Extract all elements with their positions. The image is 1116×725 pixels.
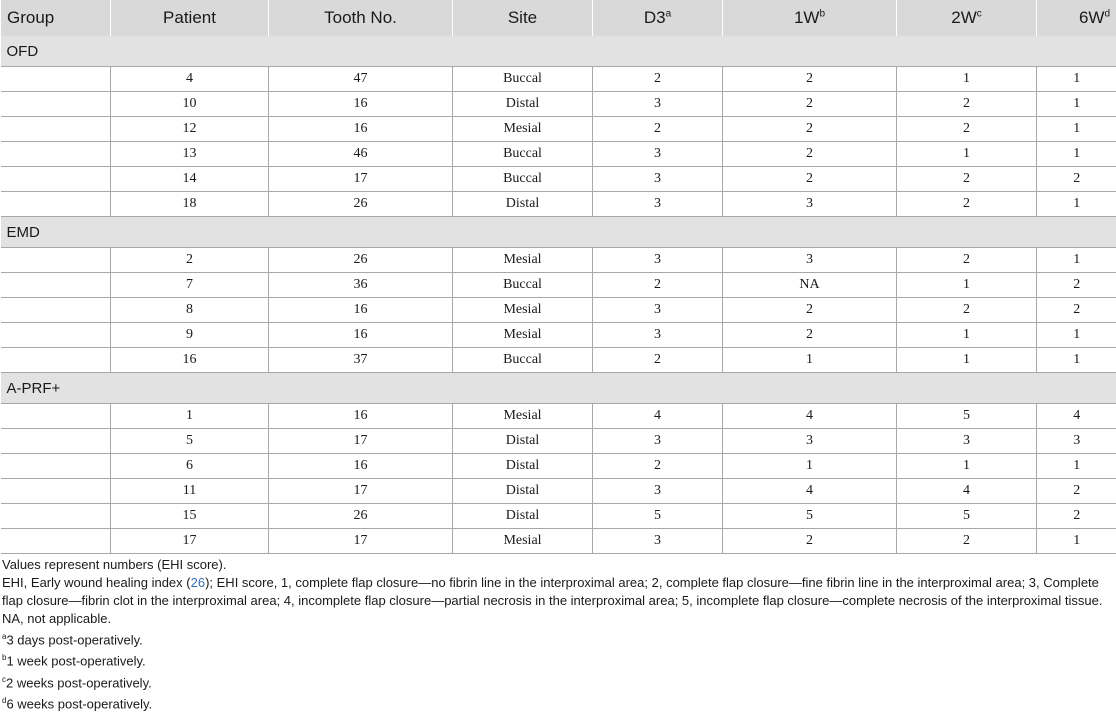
site-cell: Buccal	[453, 67, 593, 92]
1w-cell: 2	[723, 92, 897, 117]
patient-cell: 2	[111, 248, 269, 273]
patient-cell: 15	[111, 504, 269, 529]
tooth-no-cell: 46	[269, 142, 453, 167]
site-cell: Buccal	[453, 167, 593, 192]
2w-cell: 1	[897, 454, 1037, 479]
tooth-no-cell: 37	[269, 348, 453, 373]
6w-cell: 1	[1037, 117, 1116, 142]
2w-cell: 2	[897, 529, 1037, 554]
tooth-no-cell: 17	[269, 167, 453, 192]
group-row	[1, 217, 1116, 248]
6w-cell: 1	[1037, 192, 1116, 217]
tooth-no-cell: 17	[269, 479, 453, 504]
group-cell	[1, 167, 111, 192]
patient-cell: 16	[111, 348, 269, 373]
d3-cell: 2	[593, 273, 723, 298]
group-cell	[1, 323, 111, 348]
header-2w: $2W^c$	[897, 0, 1037, 36]
1w-cell: 2	[723, 298, 897, 323]
header-1w: $1W^b$	[723, 0, 897, 36]
site-cell: Distal	[453, 504, 593, 529]
ehi-definition-note: EHI, Early wound healing index (26); EHI score, 1, complete flap closure—no fibrin line in the interproximal area; 2, complete flap closure—fine fibrin line in the interproximal area; 3, Complete flap closure—fibrin clot in the interproximal area; 4, incomplete flap closure—partial necrosis in the interproximal area; 5, incomplete flap closure—complete necrosis of the interproximal tissue. NA, not applicable.	[2, 575, 1103, 626]
d3-cell: 4	[593, 404, 723, 429]
d3-cell: 5	[593, 504, 723, 529]
site-cell: Distal	[453, 92, 593, 117]
2w-cell: 1	[897, 67, 1037, 92]
patient-cell: 12	[111, 117, 269, 142]
site-cell: Mesial	[453, 404, 593, 429]
1w-cell: NA	[723, 273, 897, 298]
d3-cell: 3	[593, 192, 723, 217]
header-6w: $6W^d$	[1037, 0, 1116, 36]
patient-cell: 9	[111, 323, 269, 348]
d3-cell: 3	[593, 323, 723, 348]
tooth-no-cell: 16	[269, 323, 453, 348]
6w-cell: 4	[1037, 404, 1116, 429]
6w-cell: 2	[1037, 504, 1116, 529]
6w-cell: 2	[1037, 479, 1116, 504]
group-cell	[1, 504, 111, 529]
site-cell: Mesial	[453, 117, 593, 142]
group-cell	[1, 404, 111, 429]
2w-cell: 4	[897, 479, 1037, 504]
group-cell	[1, 429, 111, 454]
footnote-a: $^a$3 days post-operatively.	[2, 632, 143, 648]
1w-cell: 2	[723, 142, 897, 167]
2w-cell: 5	[897, 504, 1037, 529]
group-cell	[1, 192, 111, 217]
1w-cell: 4	[723, 479, 897, 504]
site-cell: Buccal	[453, 348, 593, 373]
footnote-c: $^c$2 weeks post-operatively.	[2, 674, 152, 690]
1w-cell: 3	[723, 429, 897, 454]
2w-cell: 2	[897, 92, 1037, 117]
patient-cell: 13	[111, 142, 269, 167]
tooth-no-cell: 16	[269, 298, 453, 323]
patient-cell: 17	[111, 529, 269, 554]
table-row	[1, 142, 1116, 167]
group-label: OFD	[1, 36, 1116, 67]
patient-cell: 10	[111, 92, 269, 117]
site-cell: Mesial	[453, 248, 593, 273]
tooth-no-cell: 26	[269, 192, 453, 217]
table-row	[1, 323, 1116, 348]
header-d3: D3$^a$	[593, 0, 723, 36]
d3-cell: 2	[593, 348, 723, 373]
table-row	[1, 348, 1116, 373]
patient-cell: 11	[111, 479, 269, 504]
1w-cell: 2	[723, 67, 897, 92]
site-cell: Distal	[453, 192, 593, 217]
table-row	[1, 192, 1116, 217]
1w-cell: 1	[723, 348, 897, 373]
reference-link[interactable]: 26	[190, 575, 206, 590]
tooth-no-cell: 17	[269, 429, 453, 454]
d3-cell: 2	[593, 67, 723, 92]
table-row	[1, 117, 1116, 142]
6w-cell: 1	[1037, 248, 1116, 273]
1w-cell: 3	[723, 192, 897, 217]
6w-cell: 1	[1037, 142, 1116, 167]
6w-cell: 1	[1037, 67, 1116, 92]
tooth-no-cell: 17	[269, 529, 453, 554]
2w-cell: 1	[897, 348, 1037, 373]
tooth-no-cell: 26	[269, 248, 453, 273]
group-cell	[1, 273, 111, 298]
tooth-no-cell: 36	[269, 273, 453, 298]
header-tooth-no: Tooth No.	[269, 0, 453, 36]
tooth-no-cell: 16	[269, 404, 453, 429]
group-row	[1, 36, 1116, 67]
table-row	[1, 479, 1116, 504]
d3-cell: 3	[593, 429, 723, 454]
group-label: EMD	[1, 217, 1116, 248]
2w-cell: 2	[897, 117, 1037, 142]
site-cell: Mesial	[453, 323, 593, 348]
patient-cell: 7	[111, 273, 269, 298]
6w-cell: 3	[1037, 429, 1116, 454]
group-row	[1, 373, 1116, 404]
header-patient: Patient	[111, 0, 269, 36]
values-note: Values represent numbers (EHI score).	[2, 557, 227, 572]
2w-cell: 2	[897, 167, 1037, 192]
table-row	[1, 273, 1116, 298]
1w-cell: 2	[723, 117, 897, 142]
site-cell: Buccal	[453, 142, 593, 167]
table-row	[1, 404, 1116, 429]
tooth-no-cell: 26	[269, 504, 453, 529]
6w-cell: 2	[1037, 167, 1116, 192]
group-label: A-PRF+	[1, 373, 1116, 404]
2w-cell: 2	[897, 248, 1037, 273]
d3-cell: 3	[593, 142, 723, 167]
tooth-no-cell: 47	[269, 67, 453, 92]
table-notes	[0, 554, 1116, 713]
2w-cell: 5	[897, 404, 1037, 429]
patient-cell: 18	[111, 192, 269, 217]
d3-cell: 3	[593, 298, 723, 323]
site-cell: Mesial	[453, 298, 593, 323]
header-site: Site	[453, 0, 593, 36]
group-cell	[1, 479, 111, 504]
d3-cell: 3	[593, 248, 723, 273]
group-cell	[1, 142, 111, 167]
6w-cell: 2	[1037, 273, 1116, 298]
group-cell	[1, 117, 111, 142]
6w-cell: 1	[1037, 323, 1116, 348]
patient-cell: 6	[111, 454, 269, 479]
1w-cell: 1	[723, 454, 897, 479]
table-header	[1, 0, 1116, 36]
d3-cell: 3	[593, 92, 723, 117]
1w-cell: 2	[723, 323, 897, 348]
table-body	[1, 36, 1116, 554]
site-cell: Distal	[453, 429, 593, 454]
group-cell	[1, 454, 111, 479]
1w-cell: 2	[723, 529, 897, 554]
footnote-d: $^d$6 weeks post-operatively.	[2, 695, 153, 712]
patient-cell: 8	[111, 298, 269, 323]
1w-cell: 4	[723, 404, 897, 429]
d3-cell: 2	[593, 117, 723, 142]
1w-cell: 2	[723, 167, 897, 192]
6w-cell: 1	[1037, 529, 1116, 554]
group-cell	[1, 67, 111, 92]
1w-cell: 3	[723, 248, 897, 273]
group-cell	[1, 529, 111, 554]
d3-cell: 3	[593, 529, 723, 554]
patient-cell: 5	[111, 429, 269, 454]
tooth-no-cell: 16	[269, 454, 453, 479]
patient-cell: 1	[111, 404, 269, 429]
6w-cell: 2	[1037, 298, 1116, 323]
d3-cell: 2	[593, 454, 723, 479]
footnote-b: $^b$1 week post-operatively.	[2, 653, 146, 669]
2w-cell: 3	[897, 429, 1037, 454]
table-row	[1, 504, 1116, 529]
group-cell	[1, 92, 111, 117]
2w-cell: 1	[897, 323, 1037, 348]
d3-cell: 3	[593, 479, 723, 504]
d3-cell: 3	[593, 167, 723, 192]
site-cell: Distal	[453, 454, 593, 479]
site-cell: Distal	[453, 479, 593, 504]
table-row	[1, 67, 1116, 92]
table-row	[1, 529, 1116, 554]
6w-cell: 1	[1037, 454, 1116, 479]
2w-cell: 1	[897, 142, 1037, 167]
patient-cell: 4	[111, 67, 269, 92]
group-cell	[1, 298, 111, 323]
table-row	[1, 92, 1116, 117]
2w-cell: 1	[897, 273, 1037, 298]
1w-cell: 5	[723, 504, 897, 529]
2w-cell: 2	[897, 298, 1037, 323]
site-cell: Buccal	[453, 273, 593, 298]
2w-cell: 2	[897, 192, 1037, 217]
tooth-no-cell: 16	[269, 117, 453, 142]
tooth-no-cell: 16	[269, 92, 453, 117]
patient-cell: 14	[111, 167, 269, 192]
table-row	[1, 167, 1116, 192]
table-row	[1, 248, 1116, 273]
table-row	[1, 298, 1116, 323]
group-cell	[1, 248, 111, 273]
6w-cell: 1	[1037, 348, 1116, 373]
group-cell	[1, 348, 111, 373]
site-cell: Mesial	[453, 529, 593, 554]
6w-cell: 1	[1037, 92, 1116, 117]
table-row	[1, 429, 1116, 454]
table-row	[1, 454, 1116, 479]
header-group: Group	[1, 0, 111, 36]
